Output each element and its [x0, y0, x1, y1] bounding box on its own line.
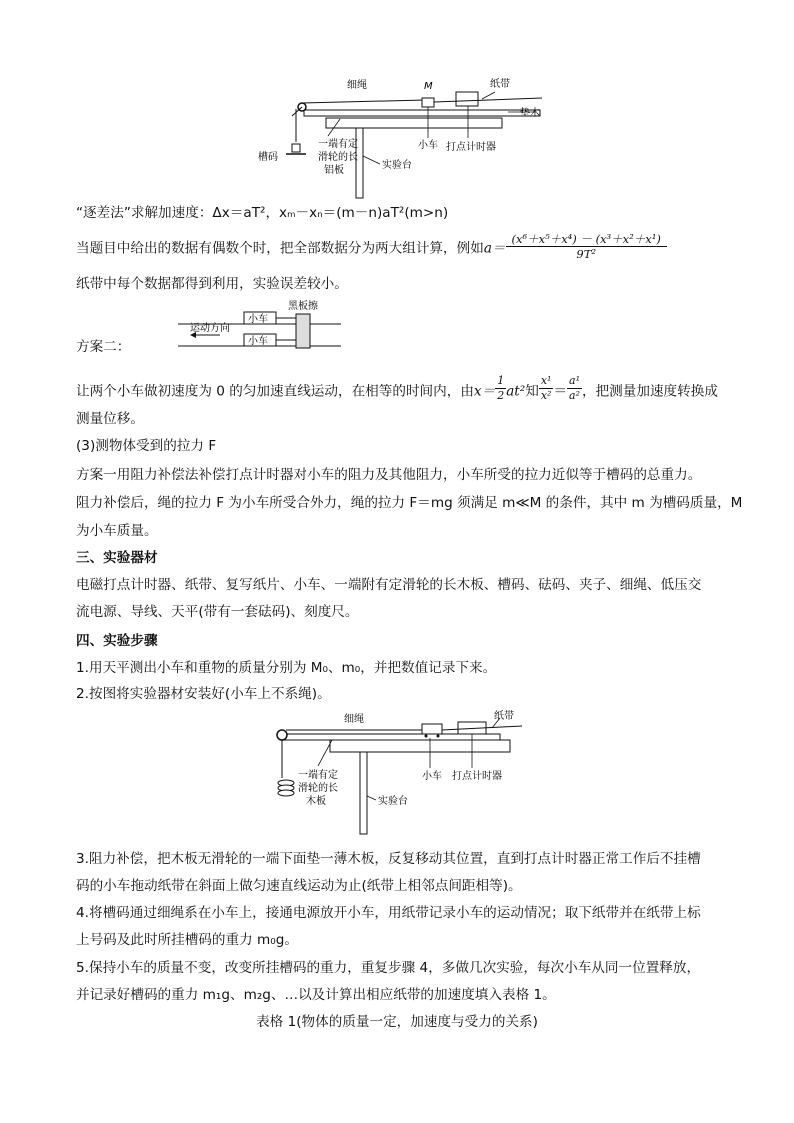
- label-weight: 槽码: [258, 152, 278, 163]
- paragraph-cart-mass: 为小车质量。: [76, 523, 158, 539]
- label-table-2: 实验台: [378, 796, 408, 807]
- label-eraser: 黑板擦: [288, 301, 318, 312]
- label-direction: 运动方向: [190, 323, 230, 334]
- table-top-shape: [326, 118, 502, 128]
- scheme-two-label: 方案二：: [76, 339, 131, 355]
- weight-shape: [292, 144, 300, 152]
- formula-half: [495, 374, 506, 403]
- label-block: 垫木: [520, 108, 540, 119]
- ratio-x-den: x²: [540, 389, 552, 402]
- paragraph-two-carts: [76, 374, 718, 406]
- cart-shape: [422, 98, 434, 107]
- paragraph-after-compensation: 阻力补偿后，绳的拉力 F 为小车所受合外力，绳的拉力 F＝mg 须满足 m≪M 的条件，其中 m 为槽码质量，M: [76, 495, 743, 511]
- paragraph-even-data: [76, 234, 667, 263]
- label-rope: 细绳: [347, 80, 367, 91]
- ratio-x-num: x¹: [540, 374, 552, 387]
- label-table: 实验台: [382, 160, 412, 171]
- heading-equipment: 三、实验器材: [76, 550, 158, 566]
- label-rope-2: 细绳: [344, 714, 364, 725]
- equals-sign: ＝: [553, 383, 568, 400]
- label-board-3: 铝板: [324, 165, 344, 176]
- step-5-line-2: 并记录好槽码的重力 m₁g、m₂g、…以及计算出相应纸带的加速度填入表格 1。: [76, 987, 556, 1003]
- formula-ratio-x: [539, 374, 554, 403]
- label-tape: 纸带: [490, 79, 510, 90]
- experiment-diagram-1: [250, 72, 550, 202]
- label-timer: 打点计时器: [446, 142, 496, 153]
- board-shape: [304, 110, 540, 116]
- formula-a: [506, 232, 667, 261]
- label-board2-2: 滑轮的长: [298, 783, 338, 794]
- even-data-text: 当题目中给出的数据有偶数个时，把全部数据分为两大组计算，例如: [76, 240, 484, 257]
- timer-shape: [456, 92, 478, 106]
- step-2: 2.按图将实验器材安装好(小车上不系绳)。: [76, 686, 331, 702]
- paragraph-tape-data: 纸带中每个数据都得到利用，实验误差较小。: [76, 276, 348, 292]
- paragraph-equipment-1: 电磁打点计时器、纸带、复写纸片、小车、一端附有定滑轮的长木板、槽码、砝码、夹子、细绳、低压交: [76, 577, 702, 593]
- formula-a-denominator: 9T²: [576, 247, 596, 261]
- half-num: 1: [497, 374, 505, 387]
- know-text: 知: [525, 383, 539, 400]
- label-cart: 小车: [418, 140, 438, 151]
- experiment-diagram-2: [272, 708, 532, 838]
- step-3-line-1: 3.阻力补偿，把木板无滑轮的一端下面垫一薄木板，反复移动其位置，直到打点计时器正常工作后不挂槽: [76, 851, 701, 867]
- step-1: 1.用天平测出小车和重物的质量分别为 M₀、m₀，并把数值记录下来。: [76, 660, 497, 676]
- cart-shape-2: [422, 724, 442, 734]
- pulley-shape-2: [277, 730, 287, 740]
- label-tape-2: 纸带: [494, 711, 514, 722]
- formula-lhs: a＝: [483, 240, 506, 257]
- formula-ratio-a: [567, 374, 582, 403]
- label-timer-2: 打点计时器: [452, 771, 502, 782]
- label-board-2: 滑轮的长: [318, 152, 358, 163]
- step-5-line-1: 5.保持小车的质量不变，改变所挂槽码的重力，重复步骤 4，多做几次实验，每次小车从同一位置释放，: [76, 960, 701, 976]
- label-cart-1: 小车: [248, 314, 268, 325]
- formula-x: x＝: [473, 383, 496, 400]
- formula-at2: at²: [506, 383, 526, 400]
- table-caption: 表格 1(物体的质量一定，加速度与受力的关系): [256, 1014, 538, 1030]
- table-top-shape-2: [330, 740, 510, 752]
- step-4-line-2: 上号码及此时所挂槽码的重力 m₀g。: [76, 932, 298, 948]
- table-leg-shape-2: [360, 752, 367, 834]
- ratio-a-den: a²: [569, 389, 580, 402]
- label-cart-2: 小车: [248, 336, 268, 347]
- label-board2-1: 一端有定: [298, 770, 338, 781]
- label-board-1: 一端有定: [318, 139, 358, 150]
- two-carts-text: 让两个小车做初速度为 0 的匀加速直线运动，在相等的时间内，由: [76, 383, 474, 400]
- paragraph-measure-displacement: 测量位移。: [76, 411, 144, 427]
- formula-a-numerator: (x⁶＋x⁵＋x⁴) － (x³＋x²＋x¹): [506, 232, 667, 247]
- label-M: M: [424, 81, 433, 92]
- paragraph-measure-force: (3)测物体受到的拉力 F: [76, 438, 217, 454]
- step-4-line-1: 4.将槽码通过细绳系在小车上，接通电源放开小车，用纸带记录小车的运动情况；取下纸带并在纸带上标: [76, 905, 701, 921]
- eraser-shape: [296, 314, 310, 348]
- two-carts-text-post: ，把测量加速度转换成: [582, 383, 718, 400]
- board-shape-2: [280, 734, 500, 740]
- paragraph-equipment-2: 流电源、导线、天平(带有一套砝码)、刻度尺。: [76, 604, 359, 620]
- label-board2-3: 木板: [306, 796, 326, 807]
- heading-steps: 四、实验步骤: [76, 633, 158, 649]
- scheme-two-diagram: [176, 300, 346, 354]
- paragraph-scheme-one: 方案一用阻力补偿法补偿打点计时器对小车的阻力及其他阻力，小车所受的拉力近似等于槽码的总重力。: [76, 467, 702, 483]
- half-den: 2: [497, 389, 505, 402]
- paragraph-diff-method: “逐差法”求解加速度：Δx＝aT²，xₘ－xₙ＝(m－n)aT²(m>n): [76, 205, 449, 221]
- step-3-line-2: 码的小车拖动纸带在斜面上做匀速直线运动为止(纸带上相邻点间距相等)。: [76, 878, 522, 894]
- ratio-a-num: a¹: [569, 374, 580, 387]
- label-cart-2: 小车: [422, 771, 442, 782]
